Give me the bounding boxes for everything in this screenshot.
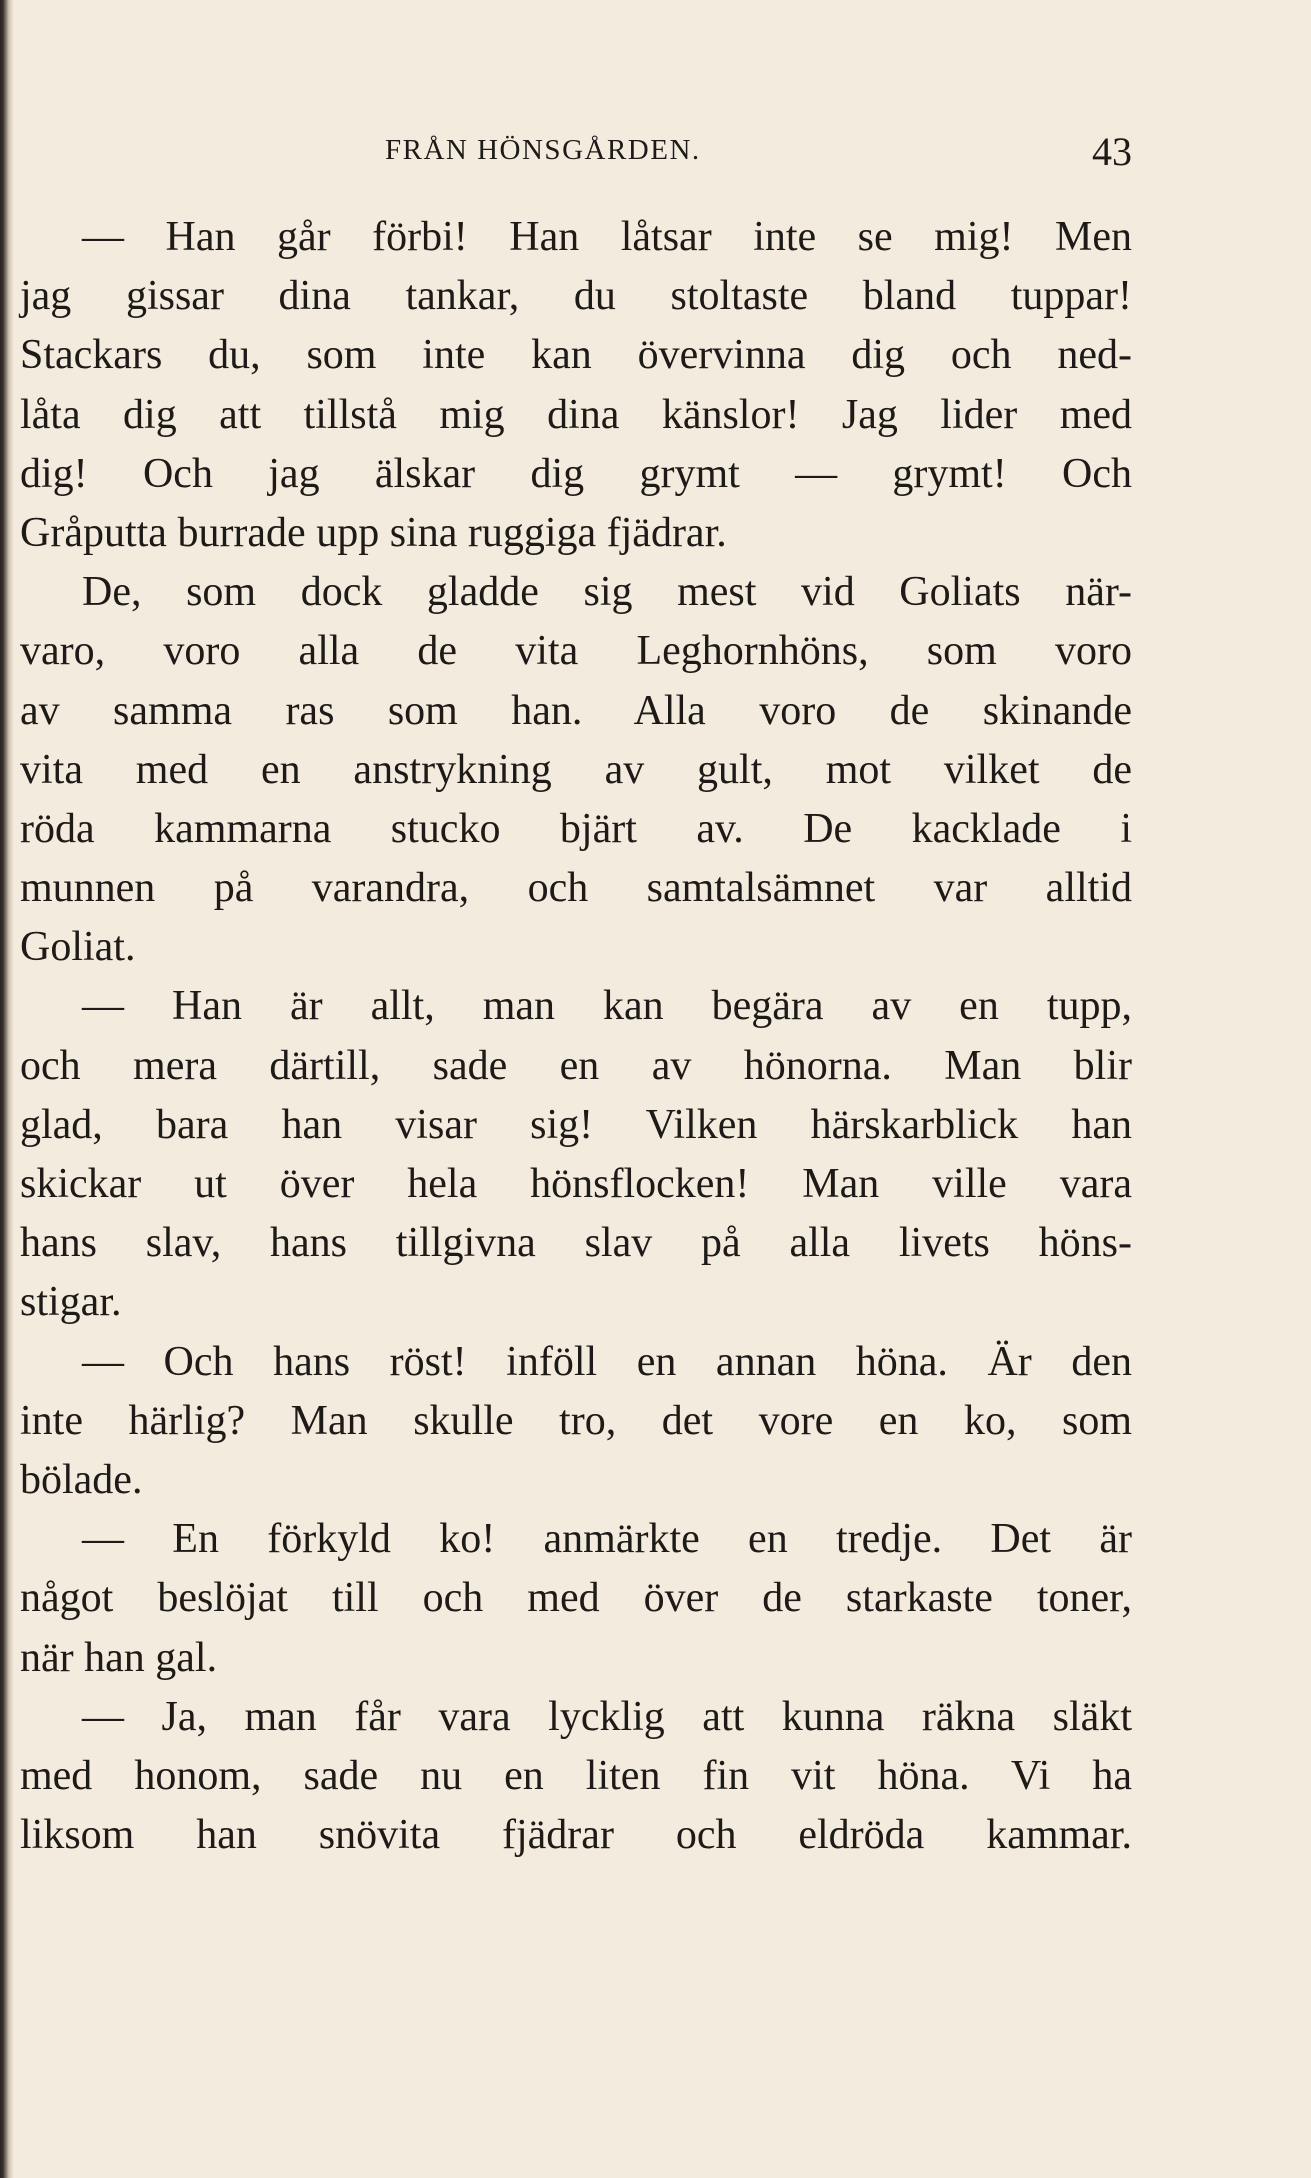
text-line: jag gissar dina tankar, du stoltaste bland tuppar! — [20, 273, 1132, 320]
page-number: 43 — [1092, 129, 1132, 174]
text-line: — Och hans röst! inföll en annan höna. Är den — [82, 1338, 1132, 1385]
text-line: stigar. — [20, 1279, 122, 1326]
text-line: skickar ut över hela hönsflocken! Man ville vara — [20, 1161, 1132, 1207]
text-line: med honom, sade nu en liten fin vit höna. Vi ha — [20, 1752, 1132, 1799]
running-head — [20, 128, 1132, 178]
text-line: De, som dock gladde sig mest vid Goliats när- — [82, 569, 1132, 616]
text-line: hans slav, hans tillgivna slav på alla livets höns- — [20, 1220, 1132, 1267]
text-line: vita med en anstrykning av gult, mot vilket de — [20, 746, 1132, 793]
text-line: något beslöjat till och med över de starkaste toner, — [20, 1575, 1132, 1622]
body-text — [20, 208, 1132, 1865]
text-line: Gråputta burrade upp sina ruggiga fjädrar. — [20, 509, 727, 556]
text-line: bölade. — [20, 1456, 143, 1503]
text-line: Stackars du, som inte kan övervinna dig och ned- — [20, 332, 1132, 379]
text-line: inte härlig? Man skulle tro, det vore en ko, som — [20, 1397, 1132, 1444]
text-line: Goliat. — [20, 924, 136, 971]
text-line: och mera därtill, sade en av hönorna. Man blir — [20, 1042, 1132, 1089]
text-line: röda kammarna stucko bjärt av. De kacklade i — [20, 805, 1132, 852]
page-gutter-shadow — [0, 0, 14, 2178]
text-line: glad, bara han visar sig! Vilken härskarblick han — [20, 1101, 1132, 1148]
text-line: munnen på varandra, och samtalsämnet var alltid — [20, 865, 1132, 912]
text-line: varo, voro alla de vita Leghornhöns, som voro — [20, 628, 1132, 675]
text-line: — En förkyld ko! anmärkte en tredje. Det är — [82, 1516, 1132, 1563]
text-line: — Ja, man får vara lycklig att kunna räkna släkt — [82, 1693, 1132, 1740]
text-line: när han gal. — [20, 1634, 218, 1681]
text-line: — Han går förbi! Han låtsar inte se mig! Men — [82, 214, 1132, 260]
text-line: — Han är allt, man kan begära av en tupp, — [82, 983, 1132, 1030]
running-title: FRÅN HÖNSGÅRDEN. — [385, 134, 701, 166]
text-line: låta dig att tillstå mig dina känslor! Jag lider med — [20, 391, 1132, 438]
text-line: liksom han snövita fjädrar och eldröda kammar. — [20, 1812, 1132, 1859]
text-line: av samma ras som han. Alla voro de skinande — [20, 687, 1132, 734]
text-line: dig! Och jag älskar dig grymt — grymt! Och — [20, 450, 1132, 497]
